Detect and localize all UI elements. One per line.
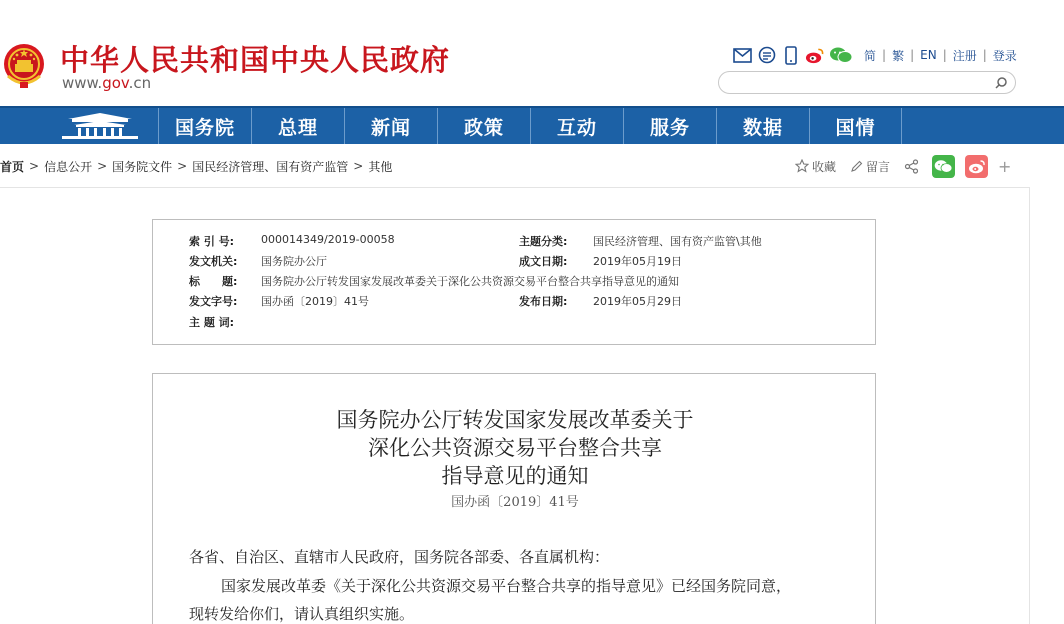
document-body <box>152 373 876 624</box>
more-share-icon[interactable]: + <box>998 156 1012 176</box>
home-building-icon[interactable] <box>58 110 142 142</box>
breadcrumb-separator: > <box>97 159 108 173</box>
share-bar <box>795 154 1011 178</box>
nav-item-service[interactable]: 服务 <box>623 108 716 144</box>
wechat-share-icon[interactable] <box>932 155 955 178</box>
login-link[interactable]: 登录 <box>992 48 1017 63</box>
created-value: 2019年05月19日 <box>593 255 682 268</box>
nav-item-data[interactable]: 数据 <box>716 108 809 144</box>
separator: | <box>982 48 987 62</box>
published-value: 2019年05月29日 <box>593 295 682 308</box>
paragraph-1-line-2: 现转发给你们，请认真组织实施。 <box>189 605 415 623</box>
message-icon[interactable] <box>757 46 776 65</box>
meta-row <box>153 293 875 313</box>
issuer-label: 发文机关: <box>189 255 238 268</box>
document-meta-table <box>152 219 876 345</box>
breadcrumb-info-public[interactable]: 信息公开 <box>44 159 93 174</box>
title-value: 国务院办公厅转发国家发展改革委关于深化公共资源交易平台整合共享指导意见的通知 <box>261 275 679 288</box>
breadcrumb-other[interactable]: 其他 <box>368 159 393 174</box>
document-title-line-3: 指导意见的通知 <box>441 464 589 488</box>
search-icon[interactable] <box>993 75 1009 91</box>
english-link[interactable]: EN <box>920 48 937 62</box>
comment-label: 留言 <box>866 159 891 174</box>
main-nav <box>0 106 1064 144</box>
breadcrumb-home[interactable]: 首页 <box>0 159 25 174</box>
breadcrumb-separator: > <box>177 159 188 173</box>
keywords-label: 主 题 词: <box>189 316 235 329</box>
lang-links <box>864 47 1017 64</box>
nav-item-state-council[interactable]: 国务院 <box>158 108 251 144</box>
comment-button[interactable] <box>850 158 890 175</box>
nav-item-interaction[interactable]: 互动 <box>530 108 623 144</box>
nav-items <box>158 108 902 144</box>
pencil-icon <box>850 160 863 173</box>
separator: | <box>882 48 887 62</box>
salutation: 各省、自治区、直辖市人民政府，国务院各部委、各直属机构： <box>189 548 610 566</box>
document-title-line-1: 国务院办公厅转发国家发展改革委关于 <box>336 408 694 432</box>
url-suffix: .cn <box>128 74 152 92</box>
issuer-value: 国务院办公厅 <box>261 255 327 268</box>
index-label: 索 引 号: <box>189 235 235 248</box>
weibo-icon[interactable] <box>805 46 824 65</box>
favorite-label: 收藏 <box>812 159 837 174</box>
breadcrumb-economy[interactable]: 国民经济管理、国有资产监管 <box>192 159 349 174</box>
wechat-icon[interactable] <box>829 46 853 65</box>
document-title-line-2: 深化公共资源交易平台整合共享 <box>368 436 662 460</box>
breadcrumb <box>0 156 392 176</box>
nav-item-policy[interactable]: 政策 <box>437 108 530 144</box>
separator: | <box>942 48 947 62</box>
docno-label: 发文字号: <box>189 295 238 308</box>
url-gov: gov <box>102 74 129 92</box>
docno-value: 国办函〔2019〕41号 <box>261 295 369 308</box>
meta-row <box>153 233 875 253</box>
index-value: 000014349/2019-00058 <box>261 233 395 246</box>
star-icon <box>795 159 809 173</box>
meta-row <box>153 273 875 293</box>
breadcrumb-separator: > <box>353 159 364 173</box>
nav-item-premier[interactable]: 总理 <box>251 108 344 144</box>
site-header <box>0 0 1064 106</box>
nav-item-national-info[interactable]: 国情 <box>809 108 902 144</box>
mobile-icon[interactable] <box>781 46 800 65</box>
mail-icon[interactable] <box>733 46 752 65</box>
created-label: 成文日期: <box>519 255 568 268</box>
favorite-button[interactable] <box>795 158 836 175</box>
traditional-link[interactable]: 繁 <box>892 48 905 63</box>
breadcrumb-separator: > <box>29 159 40 173</box>
breadcrumb-state-council-docs[interactable]: 国务院文件 <box>112 159 173 174</box>
top-tools <box>733 44 1017 66</box>
category-label: 主题分类: <box>519 235 568 248</box>
share-icon[interactable] <box>904 159 922 174</box>
weibo-share-icon[interactable] <box>965 155 988 178</box>
url-prefix: www. <box>62 74 103 92</box>
published-label: 发布日期: <box>519 295 568 308</box>
nav-item-news[interactable]: 新闻 <box>344 108 437 144</box>
site-url[interactable] <box>62 74 151 92</box>
meta-row <box>153 314 875 334</box>
document-number: 国办函〔2019〕41号 <box>451 495 579 510</box>
paragraph-1-line-1: 国家发展改革委《关于深化公共资源交易平台整合共享的指导意见》已经国务院同意， <box>221 577 792 595</box>
meta-row <box>153 253 875 273</box>
search-input[interactable] <box>729 74 989 91</box>
national-emblem-icon[interactable] <box>2 40 46 92</box>
title-label: 标 题: <box>189 275 238 288</box>
register-link[interactable]: 注册 <box>952 48 977 63</box>
search-box <box>718 71 1016 94</box>
separator: | <box>910 48 915 62</box>
category-value: 国民经济管理、国有资产监管\其他 <box>593 235 762 248</box>
simplified-link[interactable]: 简 <box>864 48 877 63</box>
site-title[interactable]: 中华人民共和国中央人民政府 <box>60 43 451 77</box>
